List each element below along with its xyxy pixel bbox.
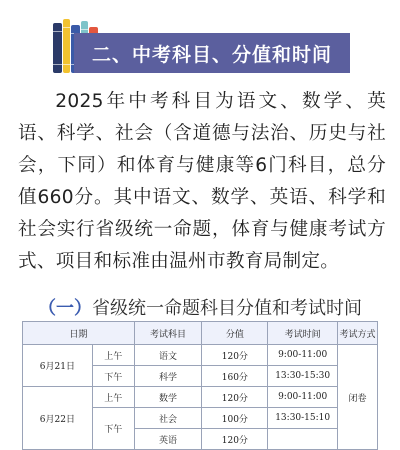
header-time: 考试时间 (268, 322, 338, 345)
period-cell: 上午 (92, 345, 134, 366)
score-cell: 160分 (202, 366, 268, 387)
time-cell (268, 429, 338, 450)
book-icon (63, 19, 70, 73)
subject-cell: 社会 (134, 408, 202, 429)
score-cell: 120分 (202, 429, 268, 450)
subject-cell: 语文 (134, 345, 202, 366)
table-row (23, 387, 378, 408)
date-cell: 6月22日 (23, 387, 93, 450)
table-header-row (23, 322, 378, 345)
section-title: 二、中考科目、分值和时间 (74, 33, 350, 73)
header-mode: 考试方式 (338, 322, 378, 345)
period-cell: 下午 (92, 408, 134, 450)
subsection-number: （一） (38, 298, 92, 319)
mode-cell: 闭卷 (338, 345, 378, 450)
date-cell: 6月21日 (23, 345, 93, 387)
subsection-title: 省级统一命题科目分值和考试时间 (92, 298, 362, 319)
table-row (23, 345, 378, 366)
book-icon (53, 23, 62, 73)
period-cell: 上午 (92, 387, 134, 408)
time-cell: 13:30-15:30 (268, 366, 338, 387)
subsection-heading (0, 294, 400, 320)
time-cell: 13:30-15:10 (268, 408, 338, 429)
period-cell: 下午 (92, 366, 134, 387)
score-cell: 100分 (202, 408, 268, 429)
intro-paragraph: 2025年中考科目为语文、数学、英语、科学、社会（含道德与法治、历史与社会，下同）和体育与健康等6门科目，总分值660分。其中语文、数学、英语、科学和社会实行省级统一命题，体育与健康考试方式、项目和标准由温州市教育局制定。 (18, 91, 386, 272)
time-cell: 9:00-11:00 (268, 345, 338, 366)
score-cell: 120分 (202, 387, 268, 408)
section-banner (50, 17, 350, 73)
header-date: 日期 (23, 322, 135, 345)
exam-schedule-table (22, 321, 378, 450)
subject-cell: 科学 (134, 366, 202, 387)
subject-cell: 数学 (134, 387, 202, 408)
time-cell: 9:00-11:00 (268, 387, 338, 408)
header-score: 分值 (202, 322, 268, 345)
header-subject: 考试科目 (134, 322, 202, 345)
score-cell: 120分 (202, 345, 268, 366)
subject-cell: 英语 (134, 429, 202, 450)
